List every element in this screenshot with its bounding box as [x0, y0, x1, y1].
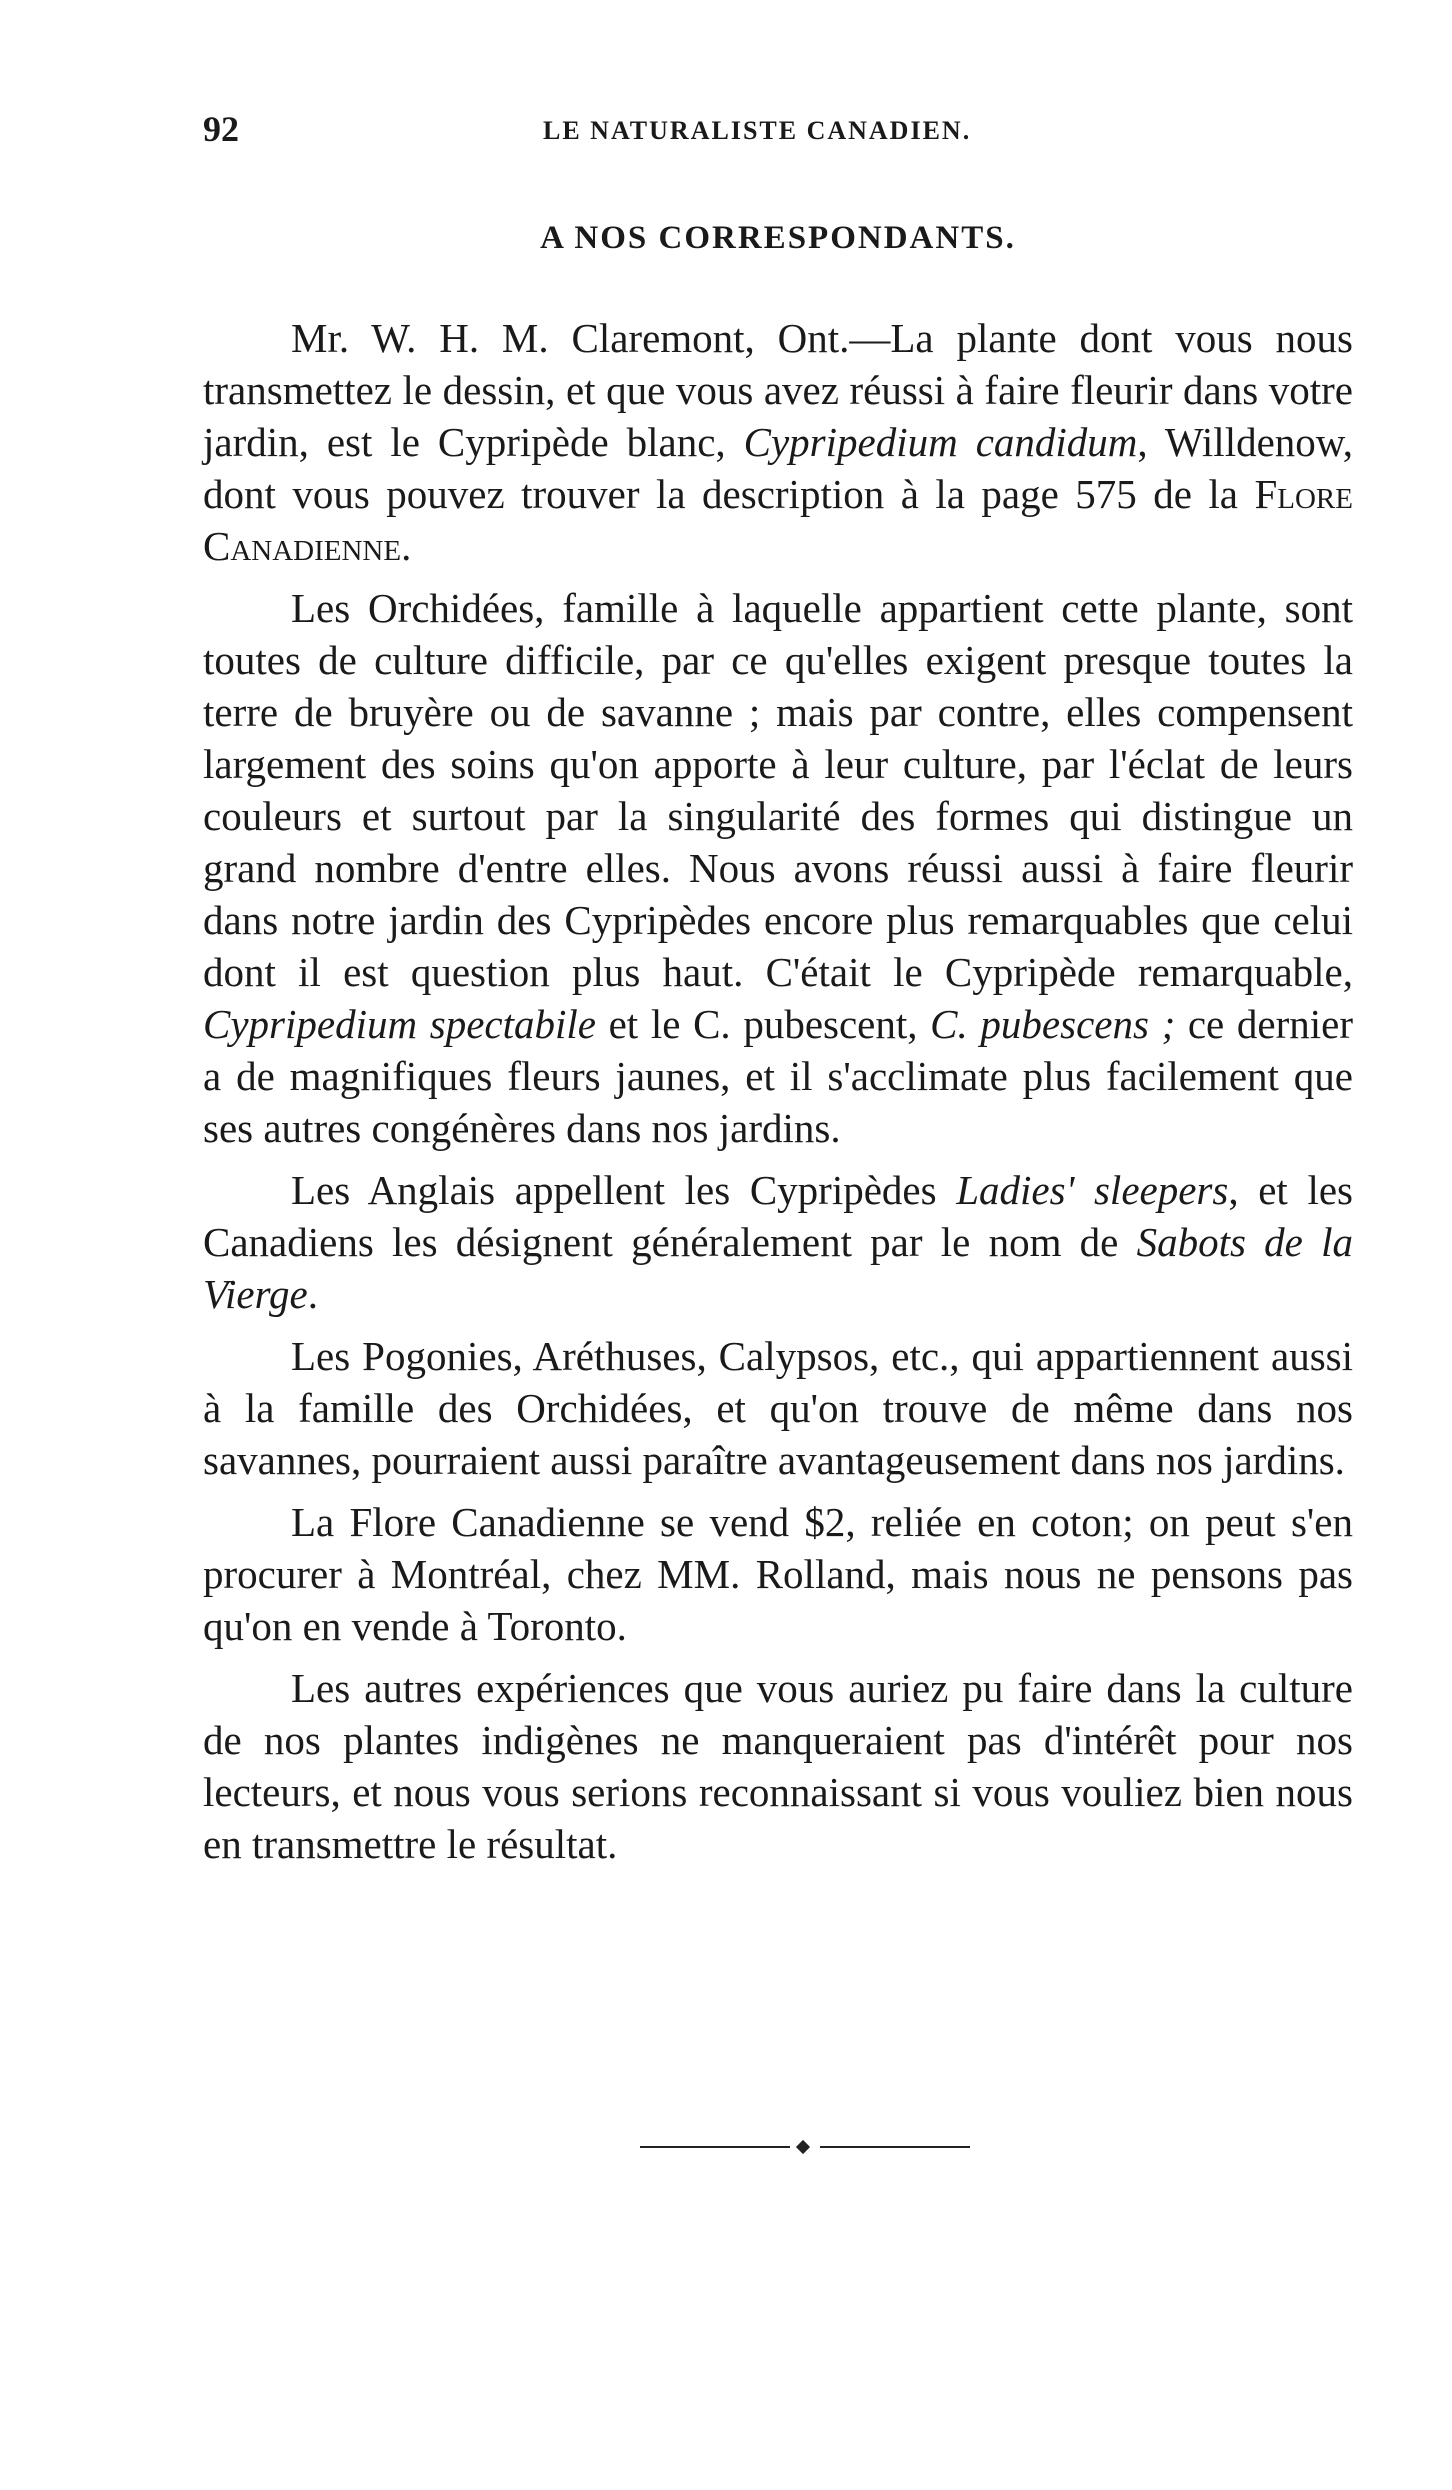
- page-number: 92: [203, 109, 239, 149]
- text-run: Les Anglais appellent les Cypripèdes: [291, 1167, 957, 1213]
- text-run: .: [307, 1271, 318, 1317]
- diamond-icon: [796, 2140, 810, 2154]
- species-name: Cypripedium spectabile: [203, 1001, 596, 1047]
- section-title: A NOS CORRESPONDANTS.: [540, 220, 1016, 256]
- paragraph-claremont: [203, 312, 1353, 572]
- species-name: C. pubescens ;: [930, 1001, 1176, 1047]
- paragraph-anglais: [203, 1164, 1353, 1320]
- species-name: Cypripedium candidum: [743, 419, 1138, 465]
- common-name: Sabots de la Vierge: [203, 1219, 1353, 1317]
- text-run: ce dernier a de magnifiques fleurs jaunes, et il s'acclimate plus facilement que ses autres congénères dans nos jardins.: [203, 1001, 1353, 1151]
- text-run: et le C. pubescent,: [595, 1001, 931, 1047]
- journal-title: LE NATURALISTE CANADIEN.: [543, 116, 972, 145]
- book-title: Flore Canadienne: [203, 471, 1353, 569]
- text-run: Les Orchidées, famille à laquelle appartient cette plante, sont toutes de culture difficile, par ce qu'elles exigent presque toutes la terre de bruyère ou de savanne ; mais par contre, elles compensent largement des soins qu'on apporte à leur culture, par l'éclat de leurs couleurs et surtout par la singularité des formes qui distingue un grand nombre d'entre elles. Nous avons réussi aussi à faire fleurir dans notre jardin des Cypripèdes encore plus remarquables que celui dont il est question plus haut. C'était le Cypripède remarquable,: [203, 585, 1353, 995]
- ornament-rule-right: [820, 2146, 970, 2148]
- ornament-rule-left: [640, 2146, 790, 2148]
- paragraph-pogonies: Les Pogonies, Aréthuses, Calypsos, etc., qui appartiennent aussi à la famille des Orchidées, et qu'on trouve de même dans nos savannes, pourraient aussi paraître avantageusement dans nos jardins.: [203, 1333, 1353, 1483]
- text-run: , et les Canadiens les désignent généralement par le nom de: [203, 1167, 1353, 1265]
- common-name: Ladies' sleepers: [956, 1167, 1229, 1213]
- paragraph-orchidees: [203, 582, 1353, 1154]
- text-run: Mr. W. H. M. Claremont, Ont.—La plante dont vous nous transmettez le dessin, et que vous avez réussi à faire fleurir dans votre jardin, est le Cypripède blanc,: [203, 315, 1353, 465]
- paragraph-experiences: Les autres expériences que vous auriez pu faire dans la culture de nos plantes indigènes ne manqueraient pas d'intérêt pour nos lecteurs, et nous vous serions reconnaissant si vous vouliez bien nous en transmettre le résultat.: [203, 1665, 1353, 1867]
- end-ornament: [640, 2140, 970, 2154]
- article-body: [203, 312, 1353, 1880]
- text-run: , Willdenow, dont vous pouvez trouver la description à la page 575 de la: [203, 419, 1353, 517]
- paragraph-flore-prix: La Flore Canadienne se vend $2, reliée en coton; on peut s'en procurer à Montréal, chez MM. Rolland, mais nous ne pensons pas qu'on en vende à Toronto.: [203, 1499, 1353, 1649]
- running-head: [203, 108, 1353, 158]
- text-run: .: [401, 523, 412, 569]
